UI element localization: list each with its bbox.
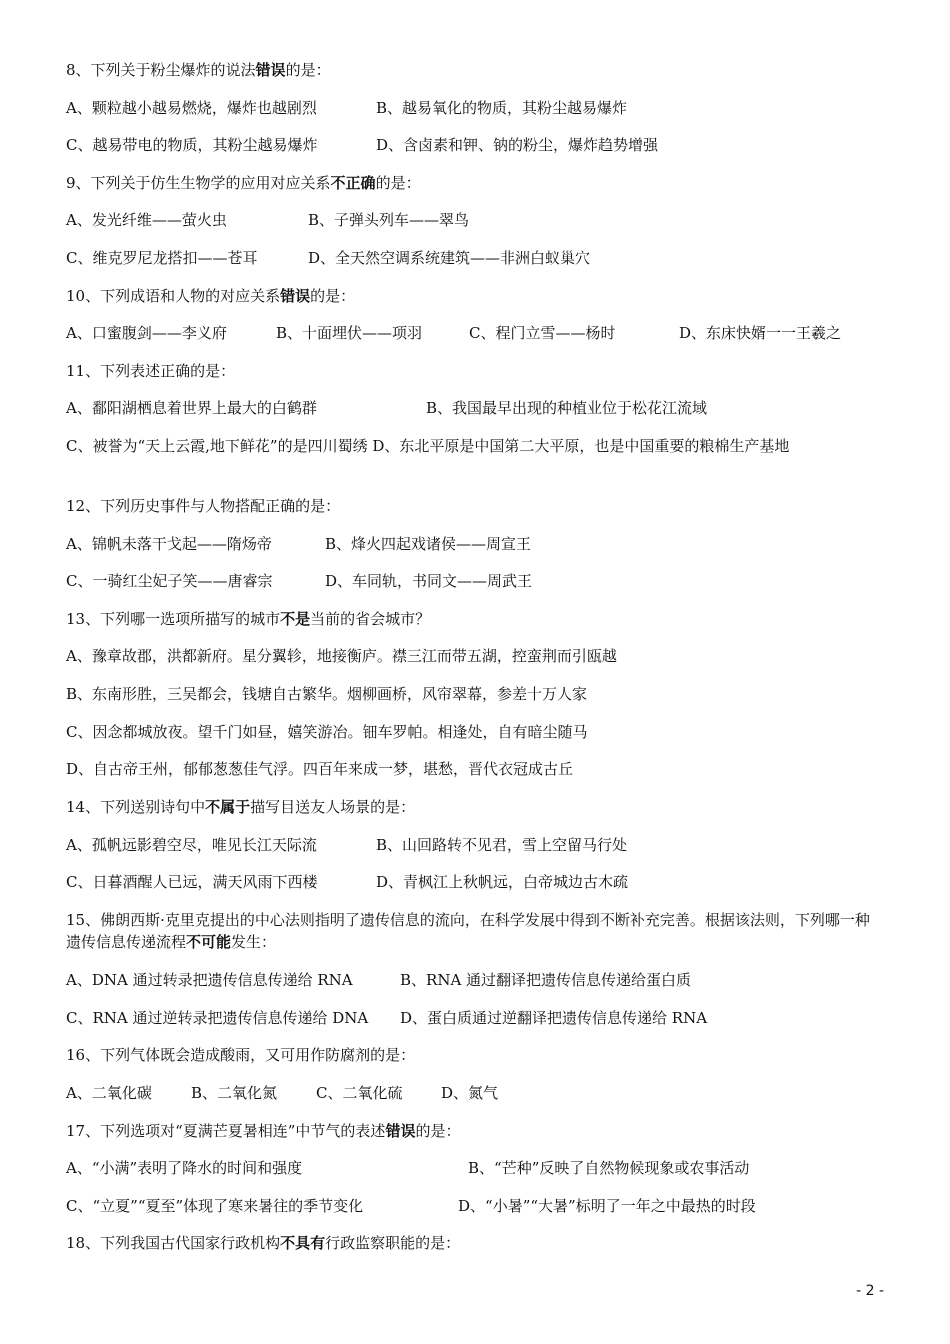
stem-text: 行政监察职能的是： (325, 1234, 461, 1252)
stem-emphasis: 不正确 (330, 174, 376, 192)
stem-text: 13、下列哪一选项所描写的城市 (66, 610, 281, 628)
option-b: B、山回路转不见君，雪上空留马行处 (376, 836, 628, 854)
question-12-options-row-1 (66, 533, 886, 555)
option-b: B、我国最早出现的种植业位于松花江流域 (426, 399, 708, 417)
option-c: C、被誉为“天上云霞,地下鲜花”的是四川蜀绣 (66, 437, 368, 455)
question-11-options-row-1 (66, 397, 886, 419)
option-a: A、二氧化碳 (66, 1084, 152, 1102)
option-b: B、二氧化氮 (191, 1084, 278, 1102)
question-15-stem (66, 909, 880, 953)
stem-emphasis: 不可能 (186, 933, 232, 951)
question-9-stem (66, 172, 886, 194)
question-8-options-row-2 (66, 134, 886, 156)
question-17-options-row-2 (66, 1195, 886, 1217)
stem-emphasis: 错误 (280, 287, 311, 305)
stem-emphasis: 不属于 (205, 798, 251, 816)
option-b: B、RNA 通过翻译把遗传信息传递给蛋白质 (400, 971, 692, 989)
stem-emphasis: 不具有 (280, 1234, 326, 1252)
stem-text: 当前的省会城市？ (310, 610, 431, 628)
stem-text: 发生： (231, 933, 277, 951)
option-c: C、日暮酒醒人已远，满天风雨下西楼 (66, 873, 318, 891)
question-13-option-b: B、东南形胜，三吴都会，钱塘自古繁华。烟柳画桥，风帘翠幕，参差十万人家 (66, 685, 588, 703)
option-b: B、子弹头列车——翠鸟 (308, 211, 470, 229)
option-c: C、“立夏”“夏至”体现了寒来暑往的季节变化 (66, 1197, 364, 1215)
stem-text: 17、下列选项对“夏满芒夏暑相连”中节气的表述 (66, 1122, 386, 1140)
option-a: A、“小满”表明了降水的时间和强度 (66, 1159, 303, 1177)
question-16-stem: 16、下列气体既会造成酸雨，又可用作防腐剂的是： (66, 1046, 416, 1064)
question-13-option-a: A、豫章故郡，洪都新府。星分翼轸，地接衡庐。襟三江而带五湖，控蛮荆而引瓯越 (66, 647, 617, 665)
stem-text: 的是： (375, 174, 421, 192)
option-b: B、“芒种”反映了自然物候现象或农事活动 (468, 1159, 750, 1177)
option-c: C、RNA 通过逆转录把遗传信息传递给 DNA (66, 1009, 369, 1027)
stem-text: 的是： (310, 287, 356, 305)
stem-text: 的是： (285, 61, 331, 79)
option-c: C、一骑红尘妃子笑——唐睿宗 (66, 572, 273, 590)
option-a: A、孤帆远影碧空尽，唯见长江天际流 (66, 836, 317, 854)
question-12-stem: 12、下列历史事件与人物搭配正确的是： (66, 497, 341, 515)
question-18-stem (66, 1232, 886, 1254)
option-d: D、车同轨，书同文——周武王 (325, 572, 533, 590)
question-13-option-d: D、自古帝王州，郁郁葱葱佳气浮。四百年来成一梦，堪愁，晋代衣冠成古丘 (66, 760, 574, 778)
question-17-stem (66, 1120, 886, 1142)
option-c: C、二氧化硫 (316, 1084, 403, 1102)
question-9-options-row-1 (66, 209, 886, 231)
stem-emphasis: 错误 (255, 61, 286, 79)
option-a: A、颗粒越小越易燃烧，爆炸也越剧烈 (66, 99, 317, 117)
option-d: D、东北平原是中国第二大平原，也是中国重要的粮棉生产基地 (372, 437, 790, 455)
option-d: D、蛋白质通过逆翻译把遗传信息传递给 RNA (400, 1009, 708, 1027)
option-a: A、锦帆未落干戈起——隋炀帝 (66, 535, 272, 553)
question-14-stem (66, 796, 886, 818)
option-d: D、东床快婿一一王羲之 (679, 324, 842, 342)
option-d: D、氮气 (441, 1084, 499, 1102)
question-13-option-c: C、因念都城放夜。望千门如昼，嬉笑游冶。钿车罗帕。相逢处，自有暗尘随马 (66, 723, 588, 741)
option-c: C、越易带电的物质，其粉尘越易爆炸 (66, 136, 318, 154)
option-d: D、含卤素和钾、钠的粉尘，爆炸趋势增强 (376, 136, 659, 154)
question-9-options-row-2 (66, 247, 886, 269)
option-a: A、DNA 通过转录把遗传信息传递给 RNA (66, 971, 353, 989)
stem-text: 8、下列关于粉尘爆炸的说法 (66, 61, 256, 79)
question-8-options-row-1 (66, 97, 886, 119)
question-14-options-row-1 (66, 834, 886, 856)
question-10-stem (66, 285, 886, 307)
question-11-options-row-2 (66, 435, 878, 457)
stem-text: 18、下列我国古代国家行政机构 (66, 1234, 281, 1252)
question-17-options-row-1 (66, 1157, 886, 1179)
option-c: C、维克罗尼龙搭扣——苍耳 (66, 249, 258, 267)
option-d: D、全天然空调系统建筑——非洲白蚁巢穴 (308, 249, 591, 267)
question-8-stem (66, 59, 886, 81)
page-number: - 2 - (856, 1283, 884, 1299)
question-14-options-row-2 (66, 871, 886, 893)
option-a: A、发光纤维——萤火虫 (66, 211, 227, 229)
stem-text: 14、下列送别诗句中 (66, 798, 206, 816)
option-b: B、越易氧化的物质，其粉尘越易爆炸 (376, 99, 628, 117)
option-d: D、青枫江上秋帆远，白帝城边古木疏 (376, 873, 629, 891)
question-15-options-row-1 (66, 969, 886, 991)
question-12-options-row-2 (66, 570, 886, 592)
stem-text: 9、下列关于仿生生物学的应用对应关系 (66, 174, 331, 192)
question-13-stem (66, 608, 886, 630)
option-a: A、鄱阳湖栖息着世界上最大的白鹤群 (66, 399, 317, 417)
question-16-options (66, 1082, 886, 1104)
question-10-options (66, 322, 886, 344)
stem-text: 15、佛朗西斯·克里克提出的中心法则指明了遗传信息的流向，在科学发展中得到不断补充完善。根据该法则，下列哪一种遗传信息传递流程 (66, 911, 870, 951)
stem-text: 的是： (415, 1122, 461, 1140)
stem-text: 10、下列成语和人物的对应关系 (66, 287, 281, 305)
stem-emphasis: 错误 (385, 1122, 416, 1140)
stem-text: 描写目送友人场景的是： (250, 798, 416, 816)
question-15-options-row-2 (66, 1007, 886, 1029)
option-c: C、程门立雪——杨时 (469, 324, 616, 342)
option-b: B、烽火四起戏诸侯——周宣王 (325, 535, 532, 553)
option-a: A、口蜜腹剑——李义府 (66, 324, 227, 342)
option-d: D、“小暑”“大暑”标明了一年之中最热的时段 (458, 1197, 756, 1215)
stem-emphasis: 不是 (280, 610, 311, 628)
option-b: B、十面埋伏——项羽 (276, 324, 423, 342)
question-11-stem: 11、下列表述正确的是： (66, 362, 236, 380)
